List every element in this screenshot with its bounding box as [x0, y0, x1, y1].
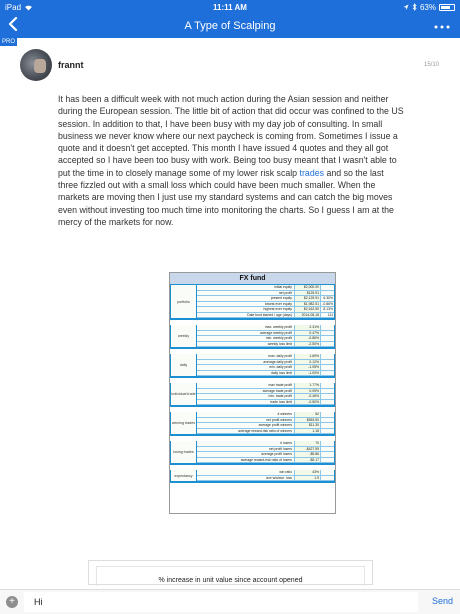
fx-row-extra	[320, 285, 334, 290]
status-time: 11:11 AM	[213, 2, 247, 12]
chart-card-frame	[96, 566, 365, 586]
fx-row-extra	[320, 423, 334, 428]
fx-row-label: # losers	[280, 441, 292, 445]
fx-row-label: daily loss limit	[271, 370, 292, 375]
fx-row-extra	[320, 383, 334, 388]
fx-row	[197, 458, 334, 464]
fx-row-extra	[320, 412, 334, 417]
fx-row-value: -0.50%	[294, 400, 320, 405]
fx-row-extra: -0.86%	[320, 302, 334, 307]
fx-row-label: average profit winners	[258, 423, 292, 427]
fx-fund-table-image[interactable]	[169, 272, 336, 514]
fx-section-label: daily	[171, 354, 197, 376]
pro-tag: PRO	[2, 39, 16, 45]
battery-percent: 63%	[419, 2, 436, 12]
fx-row-label: min. trade profit	[268, 394, 292, 398]
post-body	[58, 93, 406, 228]
fx-row-label: weekly loss limit	[267, 341, 292, 346]
fx-rows	[197, 325, 334, 347]
fx-row-extra	[320, 336, 334, 341]
fx-section	[170, 470, 335, 483]
fx-row-extra	[320, 389, 334, 394]
fx-row-label: average reward-risk ratio of losers	[240, 457, 292, 462]
fx-row-value: -2.50%	[294, 342, 320, 347]
fx-row-label: lowest ever equity	[264, 301, 292, 306]
fx-row-label: Date fund started / age (days)	[247, 312, 292, 317]
fx-row-label: trade loss limit	[270, 399, 292, 404]
fx-row-value: $1,982.51	[294, 302, 320, 307]
back-button[interactable]	[8, 17, 18, 36]
fx-row	[197, 342, 334, 348]
fx-section-label: winning trades	[171, 412, 197, 434]
fx-row-label: max. weekly profit	[264, 325, 292, 329]
more-horizontal-icon	[434, 25, 450, 29]
fx-row-value: 2014-08-18	[294, 313, 320, 318]
fx-row	[197, 400, 334, 406]
fx-row-label: max. daily profit	[268, 354, 292, 358]
fx-row-value: 52	[294, 412, 320, 417]
post-text-2: and so the last three fizzled out with a small loss which could have been much smaller. When the markets are moving then I just use my standard systems and can catch the big moves even without investing too much time into monitoring the charts. So I guess I am at the mercy of the markets for now.	[58, 167, 394, 227]
fx-row	[197, 313, 334, 319]
fx-row-extra	[320, 452, 334, 457]
fx-row-extra	[320, 447, 334, 452]
fx-rows	[197, 354, 334, 376]
fx-row-extra	[320, 360, 334, 365]
fx-row-value: $2,162.50	[294, 307, 320, 312]
reply-input[interactable]	[24, 592, 418, 612]
fx-row-label: min. weekly profit	[265, 336, 292, 340]
battery-icon	[439, 4, 455, 11]
fx-row-value: -1.05%	[294, 365, 320, 370]
send-button[interactable]: Send	[431, 596, 453, 606]
fx-row-label: average profit losers	[261, 452, 292, 456]
fx-row-extra	[320, 441, 334, 446]
chevron-left-icon	[8, 17, 18, 31]
fx-row-extra	[320, 354, 334, 359]
fx-row-label: average daily profit	[263, 359, 292, 364]
nav-bar	[0, 14, 460, 38]
fx-row-extra	[320, 394, 334, 399]
avatar[interactable]	[20, 49, 52, 81]
fx-row-label: # winners	[277, 412, 292, 416]
fx-section-label: weekly	[171, 325, 197, 347]
fx-row-value: -$427.59	[294, 447, 320, 452]
post-header	[20, 49, 445, 83]
fx-row-value: 43%	[294, 470, 320, 475]
status-bar	[0, 0, 460, 14]
add-attachment-button[interactable]: +	[6, 596, 18, 608]
fx-row-value: $2,000.00	[294, 285, 320, 290]
fx-rows	[197, 470, 334, 481]
fx-row-extra	[320, 365, 334, 370]
fx-row	[197, 476, 334, 482]
fx-row-label: win ratio	[279, 470, 292, 474]
fx-row-extra	[320, 458, 334, 463]
fx-row-extra	[320, 418, 334, 423]
fx-row-value: $11.30	[294, 423, 320, 428]
username[interactable]: frannt	[58, 60, 84, 70]
fx-row-label: ave win/ave. loss	[266, 475, 292, 480]
fx-row-value: 1.69%	[294, 354, 320, 359]
fx-row-extra	[320, 371, 334, 376]
fx-section-label: portfolio	[171, 285, 197, 318]
fx-rows	[197, 441, 334, 463]
fx-row	[197, 371, 334, 377]
fx-row-extra	[320, 476, 334, 481]
fx-section	[170, 412, 335, 436]
trades-link[interactable]: trades	[299, 167, 324, 178]
fx-row-label: average reward-risk ratio of winners	[238, 428, 292, 433]
fx-row-extra	[320, 331, 334, 336]
fx-row-label: present equity	[270, 296, 292, 300]
fx-row-value: 0.05%	[294, 389, 320, 394]
fx-row-value: $553.50	[294, 418, 320, 423]
fx-section	[170, 325, 335, 349]
fx-row-label: average trade profit	[262, 388, 292, 393]
fx-row-label: net profit losers	[268, 446, 292, 451]
fx-row-extra	[320, 470, 334, 475]
fx-row-value: 1.18	[294, 429, 320, 434]
fx-row-extra: 8.13%	[320, 307, 334, 312]
post-number: 15/10	[423, 62, 439, 68]
fx-rows	[197, 412, 334, 434]
reply-bar	[0, 589, 460, 614]
fx-row-value: 1.9	[294, 476, 320, 481]
fx-row-value: 70	[294, 441, 320, 446]
fx-row-label: initial equity	[274, 285, 292, 289]
fx-table-title: FX fund	[170, 273, 335, 285]
fx-row-extra	[320, 400, 334, 405]
fx-row-value: -1.00%	[294, 371, 320, 376]
fx-row	[197, 429, 334, 435]
fx-row-extra: 111	[320, 313, 334, 318]
fx-row-extra	[320, 429, 334, 434]
fx-table-body	[170, 285, 335, 483]
fx-row-label: net profit winners	[266, 417, 292, 422]
fx-rows	[197, 285, 334, 318]
fx-section	[170, 285, 335, 320]
fx-row-label: min. daily profit	[269, 365, 292, 369]
fx-row-extra: 6.30%	[320, 296, 334, 301]
fx-row-value: -$5.17	[294, 458, 320, 463]
fx-row-value: $125.91	[294, 291, 320, 296]
fx-rows	[197, 383, 334, 405]
chart-card-title: % increase in unit value since account opened	[158, 577, 303, 584]
fx-row-value: -0.46%	[294, 394, 320, 399]
fx-row-label: average weekly profit	[259, 330, 292, 335]
fx-row-value: $2,125.91	[294, 296, 320, 301]
fx-row-extra	[320, 342, 334, 347]
fx-row-value: -$5.86	[294, 452, 320, 457]
more-button[interactable]	[434, 18, 450, 32]
fx-row-label: net profit	[278, 290, 292, 295]
fx-row-extra	[320, 325, 334, 330]
fx-section	[170, 354, 335, 378]
page-title: A Type of Scalping	[184, 20, 276, 32]
fx-section	[170, 441, 335, 465]
post-text-1: It has been a difficult week with not much action during the Asian session and neither during the European session. The little bit of action that did occur was confined to the US session. In addition to that, I have been busy with my day job of consulting. In small business we never know where our next paycheck is coming from. Sometimes I issue a quote and it doesn't get accepted. This month I have issued 4 quotes and they all got accepted so I have been too busy with work. Being too busy meant that I wasn't able to put the time in to closely manage some of my lower risk scalp	[58, 94, 404, 178]
fx-row-value: -0.86%	[294, 336, 320, 341]
fx-section-label: individual trade	[171, 383, 197, 405]
fx-row-label: highest ever equity	[263, 307, 292, 311]
fx-row-value: 0.12%	[294, 360, 320, 365]
fx-row-value: 1.77%	[294, 383, 320, 388]
fx-row-value: 0.47%	[294, 331, 320, 336]
fx-row-extra	[320, 291, 334, 296]
fx-row-value: 2.31%	[294, 325, 320, 330]
fx-section	[170, 383, 335, 407]
chart-card[interactable]	[88, 560, 373, 585]
fx-section-label: expectancy	[171, 470, 197, 481]
device-name: iPad	[5, 2, 22, 12]
fx-section-label: losing trades	[171, 441, 197, 463]
fx-row-label: max trade profit	[268, 383, 292, 387]
